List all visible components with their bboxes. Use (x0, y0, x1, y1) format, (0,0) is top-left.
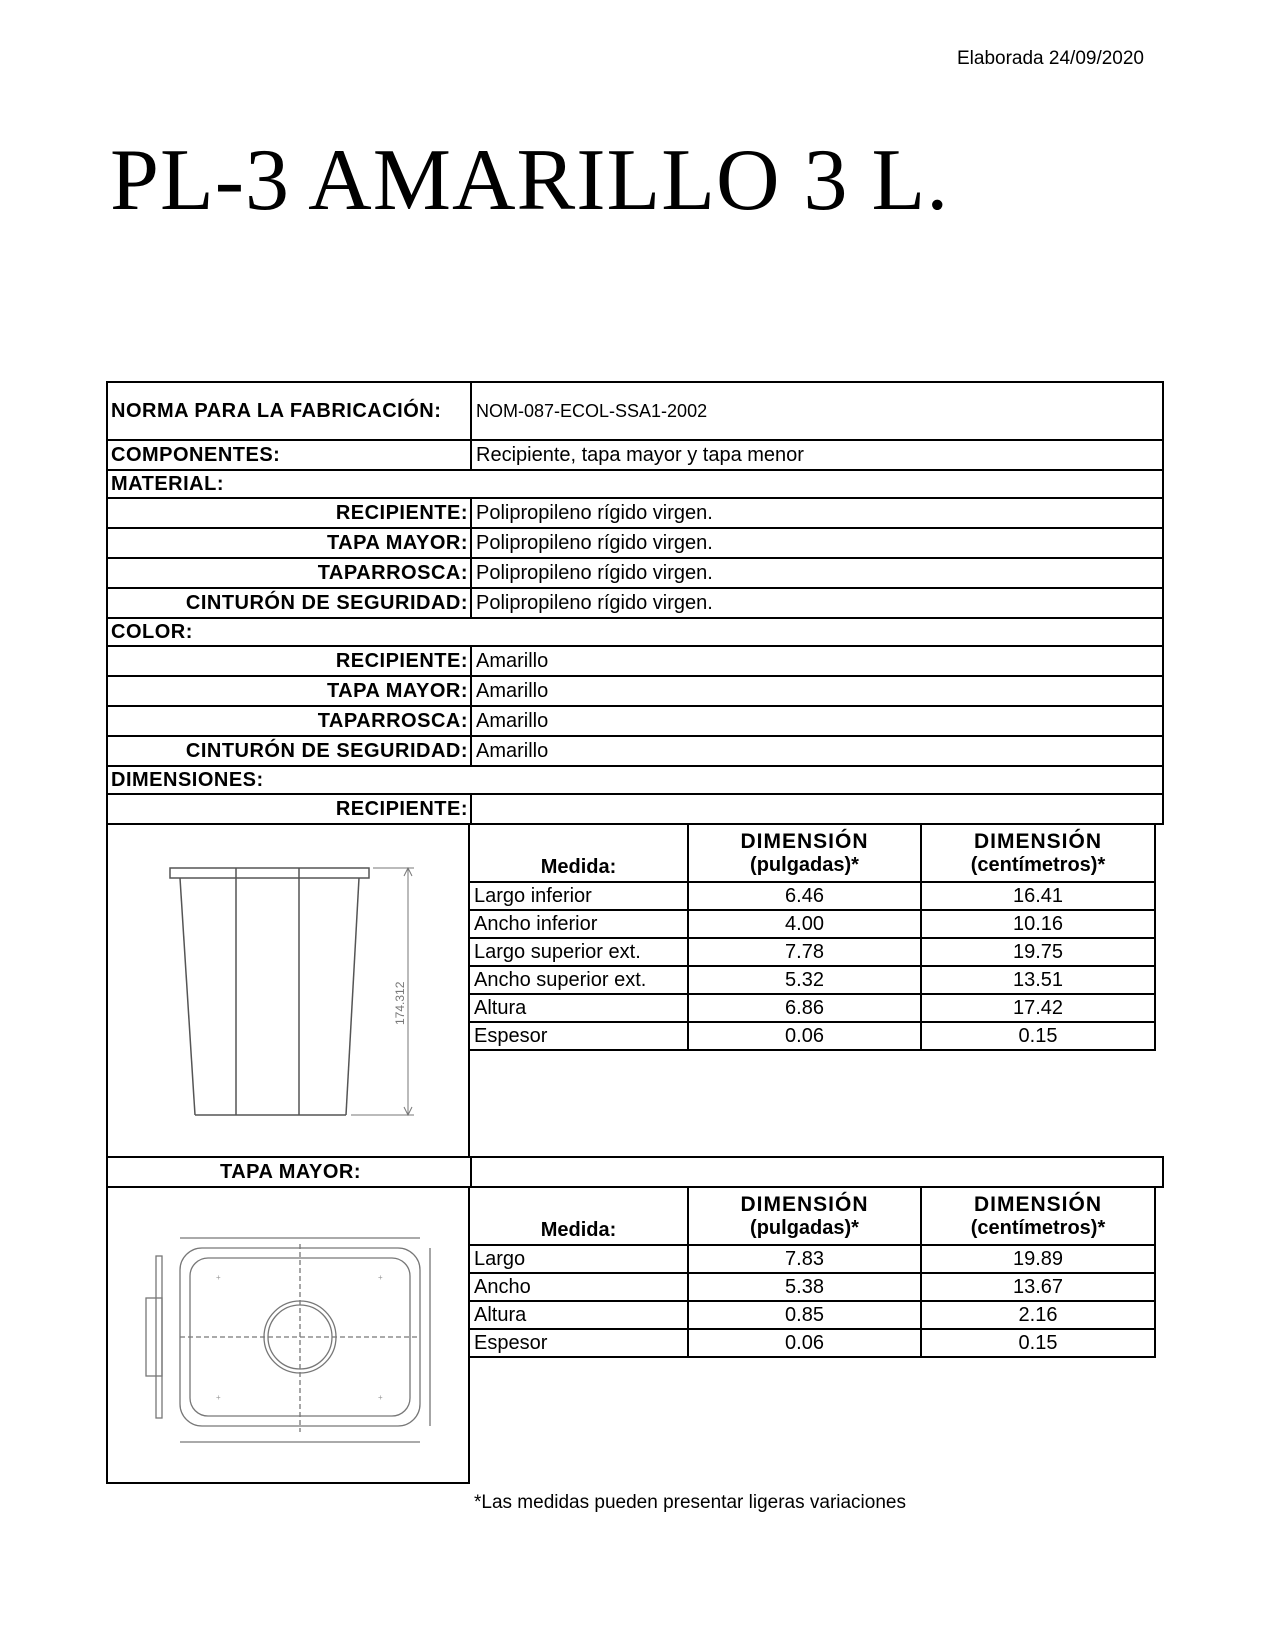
cm-cell: 0.15 (921, 1022, 1155, 1050)
medida-cell: Altura (469, 1301, 688, 1329)
color-value: Amarillo (470, 737, 1162, 765)
table-row (469, 994, 1155, 1022)
dim-header-text: DIMENSIÓN (973, 1192, 1102, 1216)
svg-text:+: + (378, 1273, 383, 1282)
material-value: Polipropileno rígido virgen. (470, 529, 1162, 557)
material-row (106, 527, 1164, 559)
norma-value: NOM-087-ECOL-SSA1-2002 (470, 383, 1162, 439)
table-row (469, 882, 1155, 910)
medida-cell: Largo (469, 1245, 688, 1273)
cm-header (921, 824, 1155, 882)
dim-header-text: DIMENSIÓN (973, 829, 1102, 853)
tapa-label: TAPA MAYOR: (219, 1160, 362, 1183)
pulg-header (688, 1187, 921, 1245)
cm-cell: 13.51 (921, 966, 1155, 994)
svg-text:+: + (378, 1393, 383, 1402)
table-header-row (469, 1187, 1155, 1245)
pulg-cell: 0.06 (688, 1329, 921, 1357)
color-value: Amarillo (470, 677, 1162, 705)
color-row (106, 705, 1164, 737)
dim-header-text: DIMENSIÓN (740, 829, 869, 853)
table-row (469, 1245, 1155, 1273)
svg-text:+: + (216, 1393, 221, 1402)
color-value: Amarillo (470, 707, 1162, 735)
pulg-cell: 0.06 (688, 1022, 921, 1050)
table-row (469, 1329, 1155, 1357)
norma-row (106, 381, 1164, 441)
recipiente-empty (470, 795, 1162, 823)
tapa-label-row (106, 1156, 1164, 1188)
pulg-cell: 5.38 (688, 1273, 921, 1301)
color-label: RECIPIENTE: (335, 649, 468, 672)
cm-cell: 17.42 (921, 994, 1155, 1022)
medida-cell: Largo inferior (469, 882, 688, 910)
material-row (106, 497, 1164, 529)
material-label: TAPARROSCA: (317, 561, 468, 584)
pulg-header-text: (pulgadas)* (750, 1216, 859, 1239)
recipiente-label: RECIPIENTE: (335, 797, 468, 820)
color-label: TAPARROSCA: (317, 709, 468, 732)
material-label: RECIPIENTE: (335, 501, 468, 524)
tapa-empty (470, 1158, 1162, 1186)
table-row (469, 910, 1155, 938)
color-value: Amarillo (470, 647, 1162, 675)
tapa-drawing-box (106, 1186, 470, 1484)
pulg-cell: 7.83 (688, 1245, 921, 1273)
color-label: TAPA MAYOR: (326, 679, 468, 702)
material-label: TAPA MAYOR: (326, 531, 468, 554)
cm-header (921, 1187, 1155, 1245)
dimensiones-header: DIMENSIONES: (106, 765, 1164, 795)
norma-label: NORMA PARA LA FABRICACIÓN: (111, 400, 442, 422)
tapa-drawing (108, 1188, 468, 1482)
table-row (469, 1301, 1155, 1329)
medida-header (469, 824, 688, 882)
pulg-cell: 0.85 (688, 1301, 921, 1329)
table-header-row (469, 824, 1155, 882)
footnote: *Las medidas pueden presentar ligeras variaciones (474, 1492, 906, 1513)
recipiente-height-label: 174.312 (393, 981, 407, 1025)
cm-cell: 13.67 (921, 1273, 1155, 1301)
cm-cell: 19.75 (921, 938, 1155, 966)
color-header: COLOR: (106, 617, 1164, 647)
pulg-header-text: (pulgadas)* (750, 853, 859, 876)
material-value: Polipropileno rígido virgen. (470, 589, 1162, 617)
cm-header-text: (centímetros)* (970, 1216, 1106, 1239)
cm-header-text: (centímetros)* (970, 853, 1106, 876)
medida-cell: Altura (469, 994, 688, 1022)
pulg-cell: 4.00 (688, 910, 921, 938)
recipiente-drawing-box (106, 823, 470, 1158)
medida-cell: Ancho inferior (469, 910, 688, 938)
medida-header-text: Medida: (540, 855, 617, 878)
cm-cell: 16.41 (921, 882, 1155, 910)
recipiente-table (468, 823, 1156, 1051)
medida-cell: Espesor (469, 1329, 688, 1357)
pulg-cell: 6.86 (688, 994, 921, 1022)
table-row (469, 1273, 1155, 1301)
medida-header-text: Medida: (540, 1218, 617, 1241)
color-row (106, 645, 1164, 677)
material-row (106, 587, 1164, 619)
table-row (469, 1022, 1155, 1050)
cm-cell: 0.15 (921, 1329, 1155, 1357)
medida-cell: Espesor (469, 1022, 688, 1050)
pulg-cell: 7.78 (688, 938, 921, 966)
componentes-label: COMPONENTES: (111, 443, 281, 466)
medida-cell: Ancho superior ext. (469, 966, 688, 994)
page-title: PL-3 AMARILLO 3 L. (110, 132, 950, 229)
tapa-table (468, 1186, 1156, 1358)
material-value: Polipropileno rígido virgen. (470, 499, 1162, 527)
material-value: Polipropileno rígido virgen. (470, 559, 1162, 587)
table-row (469, 938, 1155, 966)
svg-text:+: + (216, 1273, 221, 1282)
cm-cell: 10.16 (921, 910, 1155, 938)
table-row (469, 966, 1155, 994)
cm-cell: 2.16 (921, 1301, 1155, 1329)
cm-cell: 19.89 (921, 1245, 1155, 1273)
color-label: CINTURÓN DE SEGURIDAD: (185, 739, 468, 762)
material-row (106, 557, 1164, 589)
color-row (106, 735, 1164, 767)
medida-cell: Ancho (469, 1273, 688, 1301)
componentes-value: Recipiente, tapa mayor y tapa menor (470, 441, 1162, 469)
recipiente-drawing (108, 825, 468, 1156)
color-row (106, 675, 1164, 707)
recipiente-label-row (106, 793, 1164, 825)
pulg-cell: 6.46 (688, 882, 921, 910)
material-header: MATERIAL: (106, 469, 1164, 499)
medida-cell: Largo superior ext. (469, 938, 688, 966)
dim-header-text: DIMENSIÓN (740, 1192, 869, 1216)
medida-header (469, 1187, 688, 1245)
componentes-row (106, 439, 1164, 471)
date-label: Elaborada 24/09/2020 (957, 48, 1144, 69)
pulg-cell: 5.32 (688, 966, 921, 994)
pulg-header (688, 824, 921, 882)
material-label: CINTURÓN DE SEGURIDAD: (185, 591, 468, 614)
